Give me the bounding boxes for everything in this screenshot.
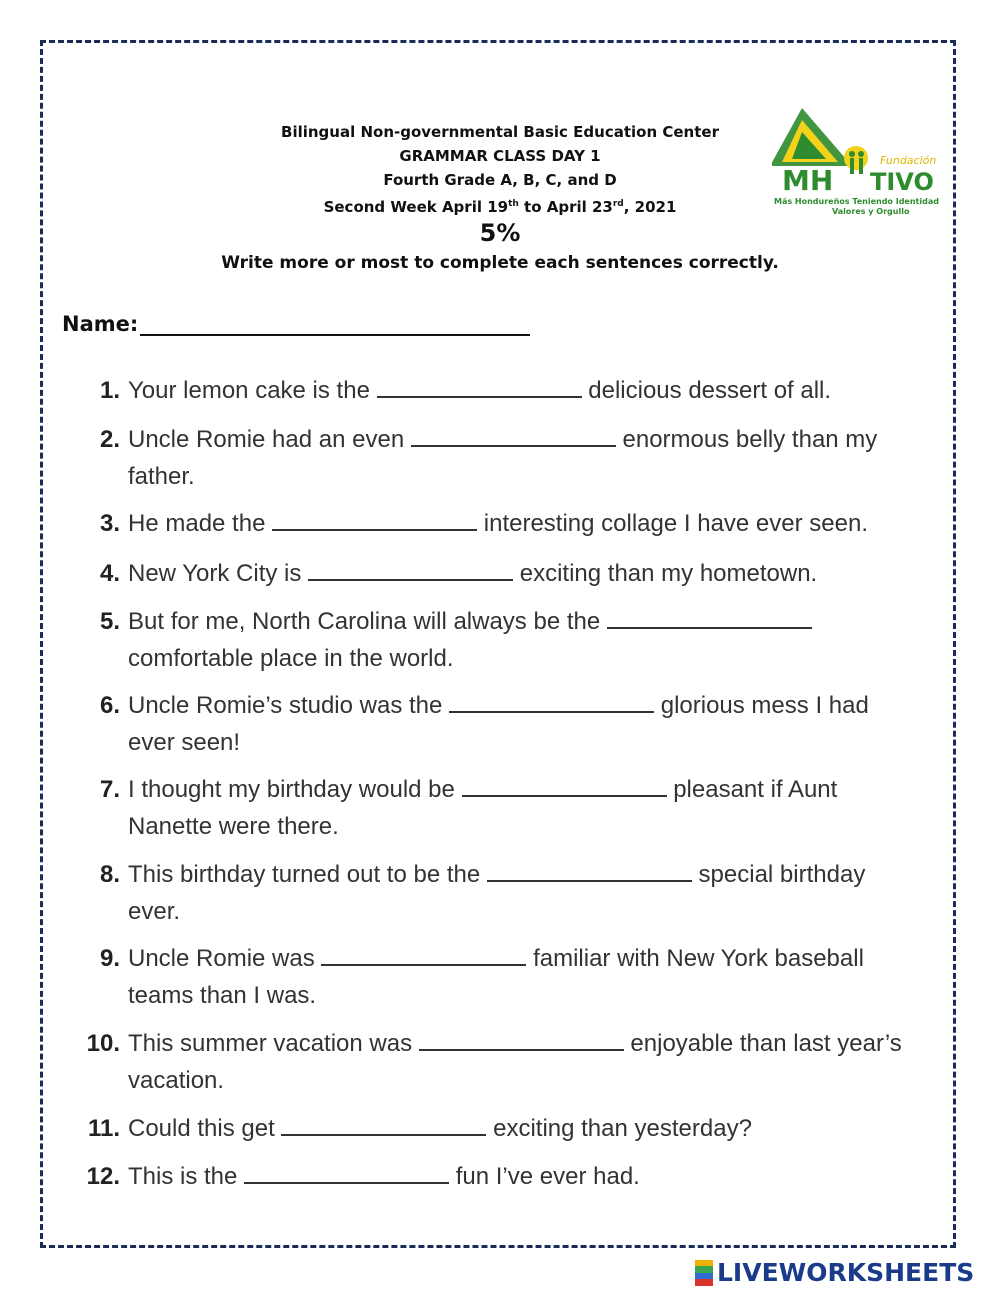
brand-name: LIVEWORKSHEETS	[717, 1258, 975, 1287]
question-text	[128, 555, 918, 592]
answer-blank[interactable]	[462, 775, 667, 797]
question-text-after: glorious mess I had ever seen!	[128, 692, 869, 756]
question-item	[70, 856, 930, 930]
question-text-after: enormous belly than my father.	[128, 426, 878, 490]
answer-blank[interactable]	[272, 509, 477, 531]
question-text	[128, 1158, 918, 1195]
question-item	[70, 1110, 930, 1147]
question-text	[128, 505, 918, 542]
question-item	[70, 505, 930, 542]
answer-blank[interactable]	[411, 425, 616, 447]
question-text-before: He made the	[128, 510, 273, 537]
question-item	[70, 771, 930, 845]
answer-blank[interactable]	[321, 944, 526, 966]
question-number: 6.	[99, 692, 120, 719]
question-text-after: comfortable place in the world.	[128, 645, 454, 672]
question-text	[128, 940, 918, 1014]
class-title: GRAMMAR CLASS DAY 1	[399, 147, 601, 165]
week-line: Second Week April 19th to April 23rd, 2021	[323, 198, 677, 216]
question-text-before: Uncle Romie was	[128, 945, 322, 972]
question-text	[128, 421, 918, 495]
question-number: 3.	[99, 510, 120, 537]
svg-text:Más Hondureños Teniendo Identi: Más Hondureños Teniendo Identidad	[774, 197, 939, 206]
foundation-logo	[772, 106, 944, 216]
question-text-after: familiar with New York baseball teams than I was.	[128, 945, 864, 1009]
school-name: Bilingual Non-governmental Basic Education Center	[281, 123, 719, 141]
liveworksheets-logo	[695, 1258, 974, 1287]
question-text-before: This birthday turned out to be the	[128, 861, 487, 888]
question-text-before: I thought my birthday would be	[128, 776, 462, 803]
question-text	[128, 1110, 918, 1147]
question-item	[70, 372, 930, 409]
instructions: Write more or most to complete each sentences correctly.	[221, 253, 779, 273]
question-text	[128, 372, 918, 409]
question-item	[70, 940, 930, 1014]
answer-blank[interactable]	[377, 376, 582, 398]
question-text-before: Uncle Romie’s studio was the	[128, 692, 450, 719]
question-item	[70, 1158, 930, 1195]
question-text-before: Could this get	[128, 1115, 282, 1142]
question-text-after: exciting than yesterday?	[486, 1115, 752, 1142]
worksheet-header	[160, 120, 840, 219]
question-number: 5.	[99, 608, 120, 635]
question-text-after: interesting collage I have ever seen.	[477, 510, 868, 537]
answer-blank[interactable]	[419, 1029, 624, 1051]
answer-blank[interactable]	[308, 559, 513, 581]
name-input-line[interactable]	[140, 312, 530, 336]
question-number: 8.	[99, 861, 120, 888]
question-text	[128, 771, 918, 845]
name-field	[62, 312, 530, 336]
question-text-before: Your lemon cake is the	[128, 377, 377, 404]
question-text-before: New York City is	[128, 560, 309, 587]
question-number: 9.	[99, 945, 120, 972]
answer-blank[interactable]	[607, 607, 812, 629]
question-text-after: special birthday ever.	[128, 861, 866, 925]
question-text	[128, 603, 918, 677]
question-number: 11.	[87, 1115, 120, 1142]
answer-blank[interactable]	[487, 860, 692, 882]
question-text-before: Uncle Romie had an even	[128, 426, 411, 453]
svg-text:MH: MH	[782, 164, 834, 197]
question-number: 7.	[99, 776, 120, 803]
name-label: Name:	[62, 312, 139, 336]
question-number: 10.	[86, 1030, 120, 1057]
percent-value: 5%	[479, 219, 521, 247]
liveworksheets-icon	[695, 1260, 713, 1286]
question-text-after: exciting than my hometown.	[513, 560, 818, 587]
question-item	[70, 687, 930, 761]
answer-blank[interactable]	[449, 691, 654, 713]
question-text-after: enjoyable than last year’s vacation.	[128, 1030, 902, 1094]
question-text	[128, 856, 918, 930]
question-number: 12.	[86, 1163, 120, 1190]
question-item	[70, 1025, 930, 1099]
question-text	[128, 687, 918, 761]
question-text-before: This is the	[128, 1163, 245, 1190]
question-item	[70, 603, 930, 677]
question-text-before: This summer vacation was	[128, 1030, 419, 1057]
question-text-after: fun I’ve ever had.	[449, 1163, 640, 1190]
question-text	[128, 1025, 918, 1099]
svg-text:Fundación: Fundación	[880, 154, 937, 167]
grade-line: Fourth Grade A, B, C, and D	[383, 171, 617, 189]
question-item	[70, 555, 930, 592]
question-number: 2.	[99, 426, 120, 453]
question-text-after: pleasant if Aunt Nanette were there.	[128, 776, 838, 840]
question-number: 4.	[99, 560, 120, 587]
question-number: 1.	[99, 377, 120, 404]
question-item	[70, 421, 930, 495]
svg-text:TIVO: TIVO	[870, 168, 934, 196]
answer-blank[interactable]	[281, 1114, 486, 1136]
question-text-after: delicious dessert of all.	[581, 377, 832, 404]
question-text-before: But for me, North Carolina will always be the	[128, 608, 607, 635]
answer-blank[interactable]	[244, 1162, 449, 1184]
svg-text:Valores y Orgullo: Valores y Orgullo	[832, 207, 910, 216]
